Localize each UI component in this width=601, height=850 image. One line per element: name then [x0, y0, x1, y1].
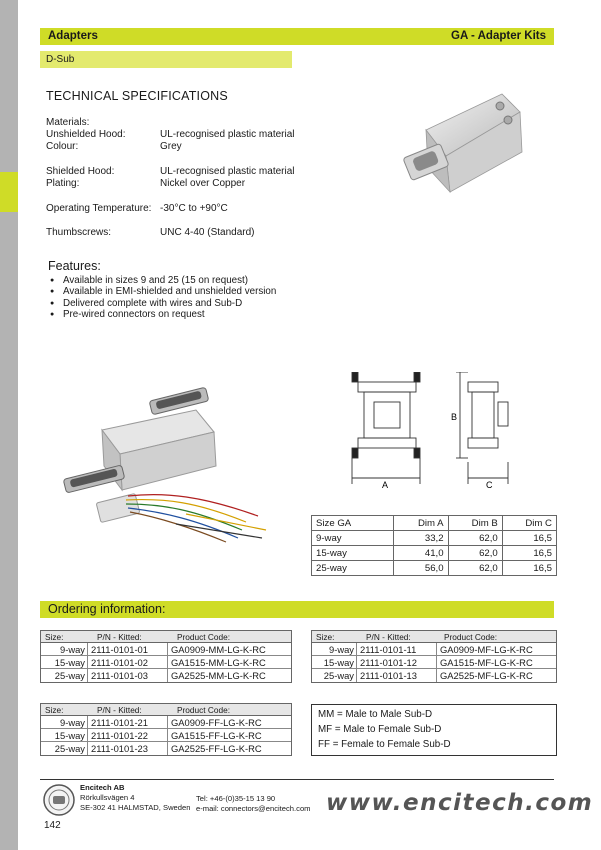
pn-cell: 2111-0101-11: [356, 643, 436, 656]
dim-label-b: B: [451, 412, 458, 422]
side-bar: [0, 0, 18, 850]
spec-op-temp-label: Operating Temperature:: [46, 203, 152, 214]
spec-colour-value: Grey: [160, 141, 182, 152]
pn-cell: 2111-0101-22: [87, 729, 167, 742]
feature-item: ● Delivered complete with wires and Sub-D: [50, 298, 276, 309]
col-pn: P/N - Kitted:: [366, 632, 411, 642]
size-cell: 15-way: [323, 657, 354, 668]
pn-cell: 2111-0101-03: [87, 669, 167, 682]
feature-item: ● Available in sizes 9 and 25 (15 on request): [50, 275, 276, 286]
spec-plating-value: Nickel over Copper: [160, 178, 246, 189]
order-table-mf: [311, 630, 557, 683]
col-pn: P/N - Kitted:: [97, 632, 142, 642]
pn-cell: 2111-0101-23: [87, 742, 167, 755]
spec-shielded-hood-label: Shielded Hood:: [46, 166, 115, 177]
spec-materials-label: Materials:: [46, 117, 90, 128]
order-table-header: [41, 631, 291, 643]
header-category: Adapters: [48, 30, 98, 42]
code-cell: GA2525-FF-LG-K-RC: [167, 742, 291, 755]
order-table-mm: [40, 630, 292, 683]
feature-item: ● Pre-wired connectors on request: [50, 309, 276, 320]
dimension-table: [311, 515, 557, 576]
company-name: Encitech AB: [80, 783, 125, 792]
dim-header-a: Dim A: [394, 516, 448, 531]
col-code: Product Code:: [177, 705, 231, 715]
table-row: [312, 531, 557, 546]
table-cell: 9-way: [312, 531, 394, 546]
order-table-ff: [40, 703, 292, 756]
code-cell: GA1515-FF-LG-K-RC: [167, 729, 291, 742]
order-table-header: [41, 704, 291, 716]
col-code: Product Code:: [444, 632, 498, 642]
phone-text: Tel: +46-(0)35-15 13 90: [196, 794, 276, 803]
size-cell: 9-way: [328, 644, 354, 655]
address-line-2: SE-302 41 HALMSTAD, Sweden: [80, 803, 191, 812]
size-cell: 15-way: [54, 730, 85, 741]
table-cell: 33,2: [394, 531, 448, 546]
table-cell: 62,0: [448, 546, 502, 561]
table-row: [312, 546, 557, 561]
footer-divider: [40, 779, 554, 780]
pn-cell: 2111-0101-01: [87, 643, 167, 656]
dim-label-a: A: [382, 480, 389, 490]
table-cell: 15-way: [312, 546, 394, 561]
table-cell: 56,0: [394, 561, 448, 576]
table-row: [41, 669, 291, 682]
dim-header-c: Dim C: [502, 516, 556, 531]
spec-plating-label: Plating:: [46, 178, 80, 189]
code-cell: GA2525-MM-LG-K-RC: [167, 669, 291, 682]
table-row: [41, 716, 291, 729]
table-cell: 16,5: [502, 561, 556, 576]
kit-photo: [46, 380, 298, 550]
spec-colour-label: Colour:: [46, 141, 79, 152]
col-size: Size:: [316, 632, 335, 642]
size-cell: 25-way: [54, 743, 85, 754]
spec-thumbscrews-value: UNC 4-40 (Standard): [160, 227, 255, 238]
table-cell: 16,5: [502, 531, 556, 546]
dim-header-b: Dim B: [448, 516, 502, 531]
col-size: Size:: [45, 632, 64, 642]
legend-item: MM = Male to Male Sub-D: [318, 709, 433, 720]
spec-op-temp-value: -30°C to +90°C: [160, 203, 228, 214]
size-cell: 9-way: [59, 644, 85, 655]
col-pn: P/N - Kitted:: [97, 705, 142, 715]
code-cell: GA1515-MM-LG-K-RC: [167, 656, 291, 669]
pn-cell: 2111-0101-12: [356, 656, 436, 669]
code-cell: GA1515-MF-LG-K-RC: [436, 656, 556, 669]
legend-item: MF = Male to Female Sub-D: [318, 724, 442, 735]
features-title: Features:: [48, 259, 101, 273]
table-row: [312, 656, 556, 669]
page-header: [40, 28, 554, 45]
dim-header-size: Size GA: [312, 516, 394, 531]
code-cell: GA0909-FF-LG-K-RC: [167, 716, 291, 729]
table-row: [312, 643, 556, 656]
company-seal-icon: [42, 783, 76, 817]
tech-spec-title: TECHNICAL SPECIFICATIONS: [46, 89, 228, 103]
table-row: [41, 656, 291, 669]
table-row: [41, 729, 291, 742]
dimension-table-header: [312, 516, 557, 531]
adapter-photo: [396, 86, 546, 200]
pn-cell: 2111-0101-21: [87, 716, 167, 729]
dim-label-c: C: [486, 480, 493, 490]
legend-item: FF = Female to Female Sub-D: [318, 739, 451, 750]
code-cell: GA0909-MM-LG-K-RC: [167, 643, 291, 656]
table-row: [312, 669, 556, 682]
table-cell: 25-way: [312, 561, 394, 576]
code-cell: GA0909-MF-LG-K-RC: [436, 643, 556, 656]
address-line-1: Rörkullsvägen 4: [80, 793, 135, 802]
pn-cell: 2111-0101-02: [87, 656, 167, 669]
size-cell: 25-way: [54, 670, 85, 681]
table-cell: 62,0: [448, 531, 502, 546]
company-contact: [196, 794, 311, 814]
spec-unshielded-hood-value: UL-recognised plastic material: [160, 129, 295, 140]
table-row: [41, 742, 291, 755]
feature-item: ● Available in EMI-shielded and unshielded version: [50, 286, 276, 297]
table-row: [312, 561, 557, 576]
spec-shielded-hood-value: UL-recognised plastic material: [160, 166, 295, 177]
size-cell: 9-way: [59, 717, 85, 728]
order-table-header: [312, 631, 556, 643]
table-row: [41, 643, 291, 656]
table-cell: 16,5: [502, 546, 556, 561]
table-cell: 41,0: [394, 546, 448, 561]
col-size: Size:: [45, 705, 64, 715]
header-product-family: GA - Adapter Kits: [451, 30, 546, 42]
side-accent: [0, 172, 18, 212]
legend-box: [311, 704, 557, 756]
website-link[interactable]: www.encitech.com: [326, 790, 594, 816]
code-cell: GA2525-MF-LG-K-RC: [436, 669, 556, 682]
table-cell: 62,0: [448, 561, 502, 576]
subheader: D-Sub: [40, 51, 292, 68]
email-text: e-mail: connectors@encitech.com: [196, 804, 311, 813]
pn-cell: 2111-0101-13: [356, 669, 436, 682]
technical-drawing: [348, 372, 528, 496]
size-cell: 15-way: [54, 657, 85, 668]
spec-thumbscrews-label: Thumbscrews:: [46, 227, 112, 238]
ordering-info-title: Ordering information:: [40, 601, 554, 618]
features-list: [50, 275, 276, 320]
col-code: Product Code:: [177, 632, 231, 642]
size-cell: 25-way: [323, 670, 354, 681]
spec-unshielded-hood-label: Unshielded Hood:: [46, 129, 126, 140]
page-number: 142: [44, 820, 61, 831]
company-address: [80, 783, 190, 813]
